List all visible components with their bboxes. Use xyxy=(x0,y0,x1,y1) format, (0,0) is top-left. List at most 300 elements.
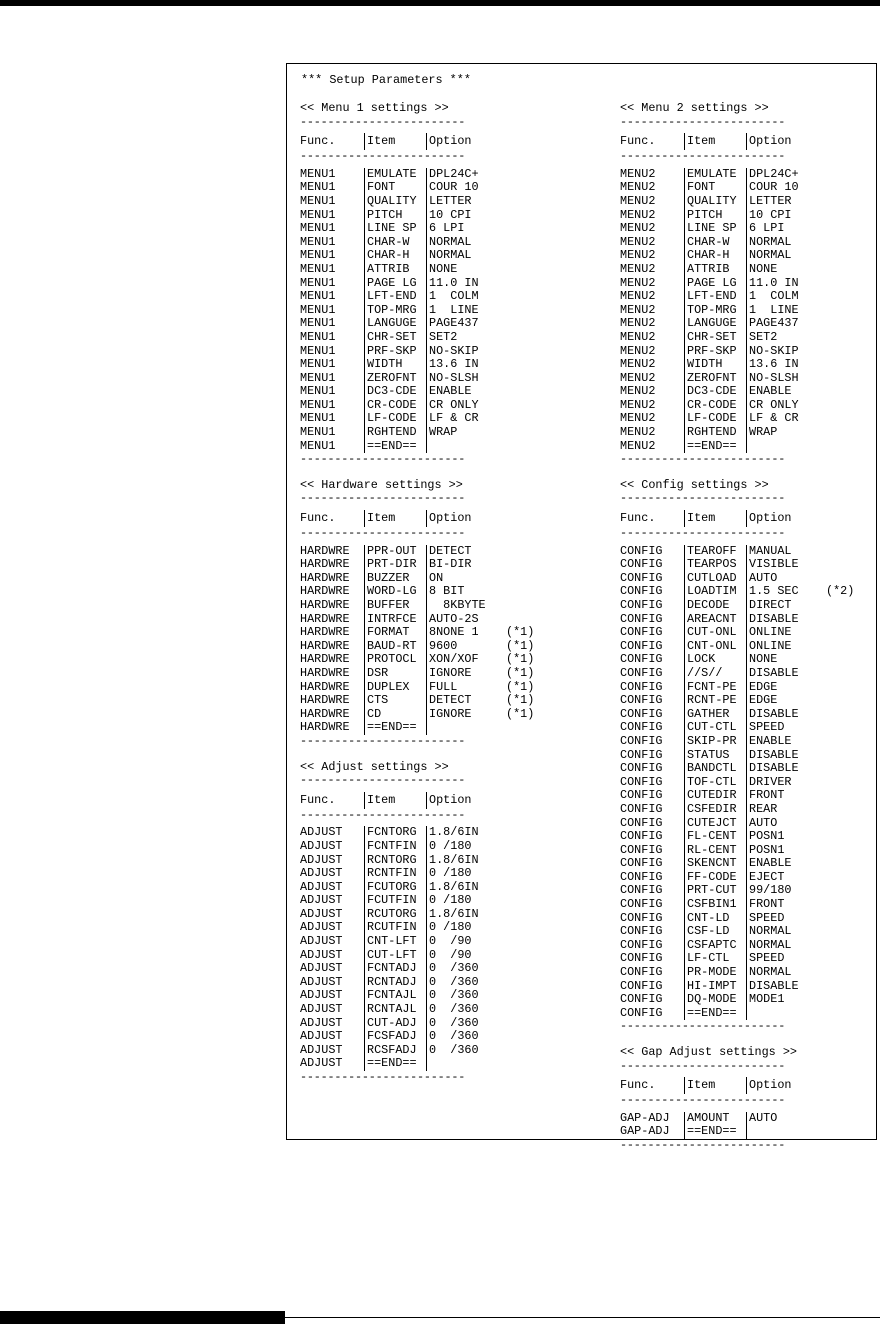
cell-func: MENU2 xyxy=(620,384,656,399)
table-row xyxy=(300,181,565,195)
table-row xyxy=(620,317,880,331)
cell-item: ==END== xyxy=(684,440,746,454)
cell-option: DISABLE xyxy=(746,613,818,627)
cell-func: HARDWRE xyxy=(300,720,350,735)
cell-option: LF & CR xyxy=(746,412,818,426)
table-row xyxy=(300,545,565,559)
cell-item: LF-CTL xyxy=(684,952,746,966)
cell-func: MENU2 xyxy=(620,343,656,358)
cell-option: 1.8/6IN xyxy=(426,881,498,895)
table-row xyxy=(620,735,880,749)
cell-option: 0 /180 xyxy=(426,840,498,854)
dash-rule: ------------------------ xyxy=(300,527,466,541)
column-header xyxy=(300,133,565,150)
cell-func: MENU2 xyxy=(620,357,656,372)
column-header xyxy=(300,792,565,809)
cell-item: DSR xyxy=(364,667,426,681)
cell-item: QUALITY xyxy=(684,195,746,209)
table-row xyxy=(300,426,565,440)
table-row xyxy=(620,168,880,182)
cell-item: CUTEDIR xyxy=(684,789,746,803)
table-row xyxy=(300,840,565,854)
cell-item: FCNTFIN xyxy=(364,840,426,854)
cell-func: ADJUST xyxy=(300,1029,343,1044)
cell-option: BI-DIR xyxy=(426,558,498,572)
header-func: Func. xyxy=(300,792,336,807)
cell-item: TEAROFF xyxy=(684,545,746,559)
cell-option: DISABLE xyxy=(746,980,818,994)
cell-item: ATTRIB xyxy=(684,263,746,277)
table-row xyxy=(300,358,565,372)
cell-item: ==END== xyxy=(364,721,426,735)
cell-option: ONLINE xyxy=(746,626,818,640)
cell-option: 8NONE 1 xyxy=(426,626,498,640)
table-row xyxy=(620,1007,880,1021)
table-row xyxy=(300,881,565,895)
cell-func: MENU1 xyxy=(300,275,336,290)
cell-item: RCNTAJL xyxy=(364,1003,426,1017)
cell-item: FCNT-PE xyxy=(684,681,746,695)
cell-option: NO-SLSH xyxy=(426,372,498,386)
cell-func: MENU1 xyxy=(300,329,336,344)
table-row xyxy=(620,803,880,817)
table-row xyxy=(620,857,880,871)
table-row xyxy=(620,830,880,844)
table-row xyxy=(300,935,565,949)
cell-note: (*2) xyxy=(826,584,855,599)
table-row xyxy=(300,385,565,399)
page-title: *** Setup Parameters *** xyxy=(301,73,471,87)
cell-option: EJECT xyxy=(746,871,818,885)
cell-item: DUPLEX xyxy=(364,681,426,695)
table-row xyxy=(620,181,880,195)
cell-option: 0 /180 xyxy=(426,894,498,908)
cell-option: ENABLE xyxy=(746,735,818,749)
header-item: Item xyxy=(364,792,426,809)
cell-func: CONFIG xyxy=(620,815,663,830)
cell-func: HARDWRE xyxy=(300,638,350,653)
table-row xyxy=(300,249,565,263)
table-row xyxy=(300,908,565,922)
cell-option: CR ONLY xyxy=(426,399,498,413)
cell-func: CONFIG xyxy=(620,570,663,585)
cell-option: 0 /360 xyxy=(426,1044,498,1058)
table-row xyxy=(620,613,880,627)
cell-note: (*1) xyxy=(506,679,535,694)
cell-func: CONFIG xyxy=(620,679,663,694)
cell-option: LETTER xyxy=(746,195,818,209)
cell-func: CONFIG xyxy=(620,665,663,680)
cell-func: CONFIG xyxy=(620,801,663,816)
cell-note: (*1) xyxy=(506,706,535,721)
cell-func: HARDWRE xyxy=(300,584,350,599)
cell-item: RL-CENT xyxy=(684,844,746,858)
header-option: Option xyxy=(426,133,546,150)
cell-item: LOCK xyxy=(684,653,746,667)
cell-item: DQ-MODE xyxy=(684,993,746,1007)
cell-func: CONFIG xyxy=(620,829,663,844)
table-row xyxy=(620,372,880,386)
table-row xyxy=(300,962,565,976)
settings-rows xyxy=(620,168,880,453)
cell-option: LETTER xyxy=(426,195,498,209)
dash-rule: ------------------------ xyxy=(620,1059,786,1073)
cell-func: CONFIG xyxy=(620,788,663,803)
header-func: Func. xyxy=(620,1078,656,1093)
top-rule xyxy=(0,0,880,6)
cell-func: HARDWRE xyxy=(300,652,350,667)
cell-func: MENU2 xyxy=(620,180,656,195)
table-row xyxy=(620,640,880,654)
section-hardware xyxy=(300,479,565,749)
cell-item: FONT xyxy=(684,181,746,195)
cell-func: MENU2 xyxy=(620,207,656,222)
cell-option: NORMAL xyxy=(426,236,498,250)
cell-func: MENU2 xyxy=(620,193,656,208)
cell-option: 6 LPI xyxy=(746,222,818,236)
cell-option: EDGE xyxy=(746,694,818,708)
cell-option xyxy=(746,1125,818,1139)
cell-item: PAGE LG xyxy=(364,277,426,291)
cell-item: CNT-LFT xyxy=(364,935,426,949)
cell-option: NORMAL xyxy=(746,249,818,263)
table-row xyxy=(300,331,565,345)
table-row xyxy=(620,345,880,359)
table-row xyxy=(620,558,880,572)
settings-rows xyxy=(620,1112,880,1139)
cell-func: ADJUST xyxy=(300,906,343,921)
cell-item: LINE SP xyxy=(364,222,426,236)
table-row xyxy=(620,912,880,926)
cell-option: NONE xyxy=(426,263,498,277)
cell-func: MENU1 xyxy=(300,248,336,263)
cell-item: CNT-LD xyxy=(684,912,746,926)
cell-option: ENABLE xyxy=(746,857,818,871)
cell-item: WIDTH xyxy=(364,358,426,372)
cell-item: FCNTADJ xyxy=(364,962,426,976)
table-row xyxy=(300,976,565,990)
cell-item: PR-MODE xyxy=(684,966,746,980)
cell-func: CONFIG xyxy=(620,992,663,1007)
header-option: Option xyxy=(426,510,546,527)
settings-rows xyxy=(300,168,565,453)
dash-rule: ------------------------ xyxy=(300,1071,466,1084)
cell-option: AUTO xyxy=(746,1112,818,1126)
cell-option: SET2 xyxy=(426,331,498,345)
cell-item: RCNTADJ xyxy=(364,976,426,990)
table-row xyxy=(620,844,880,858)
cell-func: MENU1 xyxy=(300,384,336,399)
column-header xyxy=(300,510,565,527)
cell-option: 0 /360 xyxy=(426,962,498,976)
cell-item: RCUTORG xyxy=(364,908,426,922)
cell-func: MENU2 xyxy=(620,397,656,412)
cell-item: CHR-SET xyxy=(684,331,746,345)
cell-option: WRAP xyxy=(746,426,818,440)
table-row xyxy=(300,640,565,654)
cell-item: PRF-SKP xyxy=(684,345,746,359)
dash-rule: ------------------------ xyxy=(300,774,466,788)
section-heading: << Menu 2 settings >> xyxy=(620,101,769,115)
cell-func: CONFIG xyxy=(620,747,663,762)
cell-func: HARDWRE xyxy=(300,570,350,585)
table-row xyxy=(620,385,880,399)
cell-func: CONFIG xyxy=(620,883,663,898)
settings-rows xyxy=(620,545,880,1021)
table-row xyxy=(300,222,565,236)
table-row xyxy=(300,989,565,1003)
table-row xyxy=(300,558,565,572)
cell-item: LF-CODE xyxy=(364,412,426,426)
cell-func: HARDWRE xyxy=(300,598,350,612)
cell-func: CONFIG xyxy=(620,965,663,980)
cell-item: LF-CODE xyxy=(684,412,746,426)
cell-option: 1 COLM xyxy=(426,290,498,304)
table-row xyxy=(300,1030,565,1044)
dash-rule: ------------------------ xyxy=(620,492,786,506)
table-row xyxy=(300,949,565,963)
cell-option: AUTO xyxy=(746,817,818,831)
table-row xyxy=(620,1125,880,1139)
dash-rule: ------------------------ xyxy=(300,453,466,467)
cell-item: CUT-LFT xyxy=(364,949,426,963)
table-row xyxy=(300,317,565,331)
cell-func: CONFIG xyxy=(620,638,663,653)
section-adjust xyxy=(300,761,565,1085)
cell-item: ==END== xyxy=(684,1125,746,1139)
cell-func: HARDWRE xyxy=(300,706,350,721)
cell-option: 1.8/6IN xyxy=(426,854,498,868)
table-row xyxy=(300,867,565,881)
cell-option: 1 COLM xyxy=(746,290,818,304)
header-item: Item xyxy=(684,133,746,150)
cell-item: //S// xyxy=(684,667,746,681)
table-row xyxy=(620,817,880,831)
cell-item: CD xyxy=(364,708,426,722)
cell-item: CUT-CTL xyxy=(684,721,746,735)
table-row xyxy=(620,331,880,345)
cell-option: 0 /360 xyxy=(426,976,498,990)
cell-item: RGHTEND xyxy=(364,426,426,440)
cell-item: EMULATE xyxy=(684,168,746,182)
cell-item: CR-CODE xyxy=(364,399,426,413)
cell-option: COUR 10 xyxy=(746,181,818,195)
header-option: Option xyxy=(746,1077,866,1094)
section-config xyxy=(620,479,880,1034)
cell-func: MENU1 xyxy=(300,289,336,304)
cell-func: HARDWRE xyxy=(300,679,350,694)
cell-func: MENU1 xyxy=(300,357,336,372)
table-row xyxy=(300,195,565,209)
cell-option: DISABLE xyxy=(746,708,818,722)
cell-option: 9600 xyxy=(426,640,498,654)
table-row xyxy=(620,939,880,953)
cell-item: SKENCNT xyxy=(684,857,746,871)
dash-rule: ------------------------ xyxy=(620,1138,786,1152)
cell-func: CONFIG xyxy=(620,856,663,871)
cell-func: CONFIG xyxy=(620,869,663,884)
table-row xyxy=(620,871,880,885)
table-row xyxy=(620,776,880,790)
cell-option: 99/180 xyxy=(746,884,818,898)
cell-option: WRAP xyxy=(426,426,498,440)
cell-func: CONFIG xyxy=(620,761,663,776)
cell-func: MENU2 xyxy=(620,275,656,290)
table-row xyxy=(620,263,880,277)
dash-rule: ------------------------ xyxy=(620,115,786,129)
cell-item: RGHTEND xyxy=(684,426,746,440)
cell-option: 0 /360 xyxy=(426,1003,498,1017)
cell-item: CHAR-W xyxy=(684,236,746,250)
cell-option: NONE xyxy=(746,263,818,277)
settings-rows xyxy=(300,545,565,735)
cell-func: CONFIG xyxy=(620,951,663,966)
cell-func: MENU1 xyxy=(300,425,336,440)
dash-rule: ------------------------ xyxy=(620,1094,786,1108)
cell-option: SPEED xyxy=(746,952,818,966)
cell-option: NORMAL xyxy=(746,925,818,939)
header-item: Item xyxy=(684,1077,746,1094)
cell-item: TOP-MRG xyxy=(364,304,426,318)
cell-item: FCSFADJ xyxy=(364,1030,426,1044)
table-row xyxy=(620,399,880,413)
table-row xyxy=(620,249,880,263)
cell-func: CONFIG xyxy=(620,720,663,735)
cell-item: LANGUGE xyxy=(684,317,746,331)
table-row xyxy=(620,762,880,776)
table-row xyxy=(300,826,565,840)
table-row xyxy=(300,290,565,304)
cell-option: NORMAL xyxy=(746,236,818,250)
cell-note: (*1) xyxy=(506,693,535,708)
cell-option: REAR xyxy=(746,803,818,817)
cell-func: HARDWRE xyxy=(300,611,350,626)
section-gap-adjust xyxy=(620,1046,880,1153)
cell-func: MENU2 xyxy=(620,289,656,304)
cell-option: LF & CR xyxy=(426,412,498,426)
dash-rule: ------------------------ xyxy=(300,150,466,164)
cell-option: 0 /360 xyxy=(426,989,498,1003)
table-row xyxy=(300,1017,565,1031)
right-column xyxy=(620,102,880,1153)
table-row xyxy=(300,345,565,359)
table-row xyxy=(300,572,565,586)
section-heading: << Gap Adjust settings >> xyxy=(620,1045,797,1059)
cell-func: MENU2 xyxy=(620,411,656,426)
cell-item: RCNTFIN xyxy=(364,867,426,881)
cell-item: ZEROFNT xyxy=(364,372,426,386)
cell-option: MODE1 xyxy=(746,993,818,1007)
cell-func: CONFIG xyxy=(620,924,663,939)
cell-option: 0 /180 xyxy=(426,867,498,881)
cell-func: HARDWRE xyxy=(300,693,350,708)
cell-func: ADJUST xyxy=(300,866,343,881)
table-row xyxy=(620,304,880,318)
table-row xyxy=(300,599,565,613)
cell-item: PAGE LG xyxy=(684,277,746,291)
table-row xyxy=(300,236,565,250)
cell-option: 11.0 IN xyxy=(426,277,498,291)
cell-option: 0 /180 xyxy=(426,921,498,935)
cell-option: DISABLE xyxy=(746,667,818,681)
section-heading: << Hardware settings >> xyxy=(300,477,463,492)
header-option: Option xyxy=(746,133,866,150)
cell-func: GAP-ADJ xyxy=(620,1110,670,1125)
table-row xyxy=(620,440,880,454)
cell-func: CONFIG xyxy=(620,842,663,857)
cell-item: TOP-MRG xyxy=(684,304,746,318)
table-row xyxy=(300,304,565,318)
cell-option xyxy=(746,440,818,454)
cell-option: ON xyxy=(426,572,498,586)
cell-item: PROTOCL xyxy=(364,653,426,667)
cell-item: DC3-CDE xyxy=(684,385,746,399)
cell-option: 1.5 SEC xyxy=(746,585,818,599)
table-row xyxy=(300,372,565,386)
table-row xyxy=(300,653,565,667)
cell-func: ADJUST xyxy=(300,825,343,840)
table-row xyxy=(300,1044,565,1058)
section-heading: << Menu 1 settings >> xyxy=(300,101,449,115)
table-row xyxy=(620,708,880,722)
cell-func: ADJUST xyxy=(300,974,343,989)
cell-option: DPL24C+ xyxy=(746,168,818,182)
cell-func: CONFIG xyxy=(620,584,663,599)
cell-option xyxy=(426,440,498,454)
header-item: Item xyxy=(684,510,746,527)
cell-option: CR ONLY xyxy=(746,399,818,413)
cell-func: MENU2 xyxy=(620,166,656,181)
cell-option: NORMAL xyxy=(746,966,818,980)
cell-func: ADJUST xyxy=(300,1042,343,1057)
cell-item: FCNTAJL xyxy=(364,989,426,1003)
cell-item: CUT-ONL xyxy=(684,626,746,640)
cell-option: EDGE xyxy=(746,681,818,695)
cell-func: HARDWRE xyxy=(300,543,350,558)
section-menu2 xyxy=(620,102,880,467)
cell-func: MENU2 xyxy=(620,370,656,385)
cell-option: DIRECT xyxy=(746,599,818,613)
cell-func: CONFIG xyxy=(620,557,663,572)
cell-item: FCUTORG xyxy=(364,881,426,895)
table-row xyxy=(300,894,565,908)
cell-func: MENU1 xyxy=(300,343,336,358)
cell-func: CONFIG xyxy=(620,978,663,993)
cell-item: RCUTFIN xyxy=(364,921,426,935)
table-row xyxy=(620,667,880,681)
table-row xyxy=(620,236,880,250)
cell-item: FL-CENT xyxy=(684,830,746,844)
cell-option: NORMAL xyxy=(426,249,498,263)
cell-option: 8KBYTE xyxy=(426,599,498,613)
cell-func: CONFIG xyxy=(620,937,663,952)
cell-func: ADJUST xyxy=(300,852,343,867)
cell-option: NO-SKIP xyxy=(426,345,498,359)
cell-item: AMOUNT xyxy=(684,1112,746,1126)
cell-item: CSFEDIR xyxy=(684,803,746,817)
table-row xyxy=(300,626,565,640)
cell-func: MENU1 xyxy=(300,207,336,222)
cell-item: CNT-ONL xyxy=(684,640,746,654)
table-row xyxy=(620,195,880,209)
cell-option: MANUAL xyxy=(746,545,818,559)
cell-item: CHR-SET xyxy=(364,331,426,345)
table-row xyxy=(300,440,565,454)
table-row xyxy=(620,290,880,304)
table-row xyxy=(620,653,880,667)
cell-option: IGNORE xyxy=(426,667,498,681)
table-row xyxy=(620,898,880,912)
